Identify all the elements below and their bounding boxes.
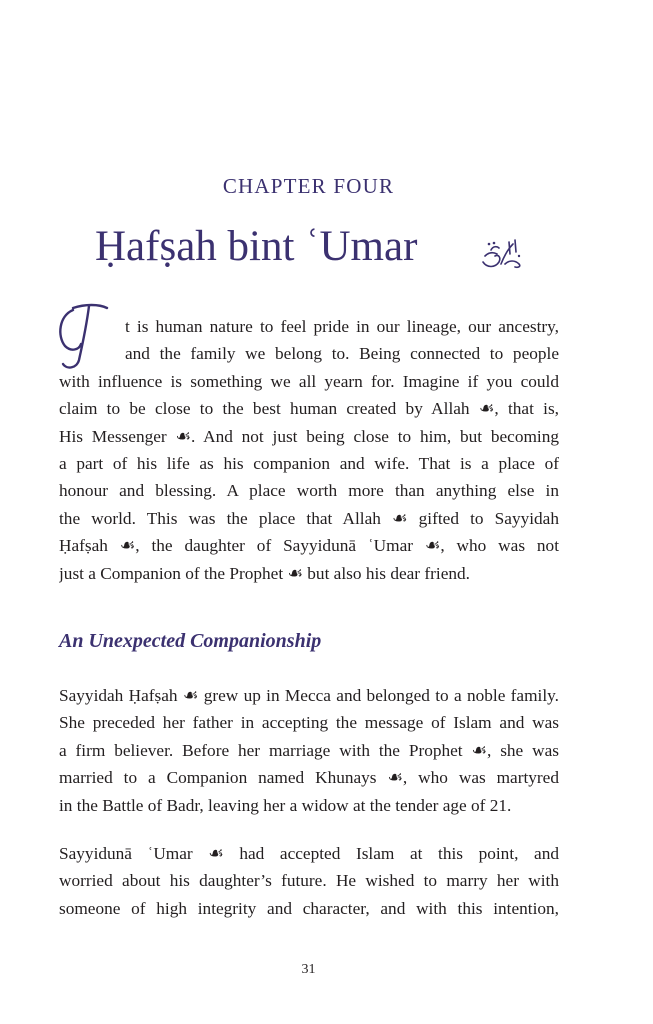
chapter-title: Ḥafṣah bint ʿUmar (95, 223, 418, 270)
paragraph-line: Sayyidah Ḥafṣah ☙ grew up in Mecca and belonged to a noble family. (59, 686, 559, 705)
section-paragraph-1 (59, 682, 559, 819)
section-heading: An Unexpected Companionship (59, 630, 322, 652)
paragraph-line: married to a Companion named Khunays ☙, who was martyred (59, 768, 559, 788)
intro-line: His Messenger ☙. And not just being close to him, but becoming (59, 426, 559, 446)
intro-line: claim to be close to the best human created by Allah ☙, that is, (59, 399, 559, 419)
section-paragraph-2 (59, 840, 559, 922)
intro-line: and the family we belong to. Being connected to people (125, 344, 559, 364)
paragraph-line: a firm believer. Before her marriage with the Prophet ☙, she was (59, 740, 559, 760)
paragraph-line: in the Battle of Badr, leaving her a widow at the tender age of 21. (59, 795, 512, 815)
intro-line: honour and blessing. A place worth more than anything else in (59, 481, 559, 501)
intro-line: a part of his life as his companion and wife. That is a place of (59, 454, 559, 474)
intro-line: t is human nature to feel pride in our lineage, our ancestry, (125, 317, 559, 336)
paragraph-line: worried about his daughter’s future. He wished to marry her with (59, 871, 559, 891)
page-number: 31 (301, 962, 316, 977)
intro-line: with influence is something we all yearn for. Imagine if you could (59, 371, 559, 391)
paragraph-line: someone of high integrity and character, and with this intention, (59, 898, 559, 918)
intro-line: just a Companion of the Prophet ☙ but also his dear friend. (59, 563, 470, 583)
intro-line: Ḥafṣah ☙, the daughter of Sayyidunā ʿUmar ☙, who was not (59, 536, 559, 556)
honorific-calligraphy-icon (479, 234, 525, 272)
paragraph-line: Sayyidunā ʿUmar ☙ had accepted Islam at this point, and (59, 844, 559, 863)
paragraph-line: She preceded her father in accepting the message of Islam and was (59, 713, 559, 733)
intro-paragraph (59, 313, 559, 587)
intro-line: the world. This was the place that Allah ☙ gifted to Sayyidah (59, 508, 559, 528)
chapter-label: CHAPTER FOUR (222, 174, 395, 198)
